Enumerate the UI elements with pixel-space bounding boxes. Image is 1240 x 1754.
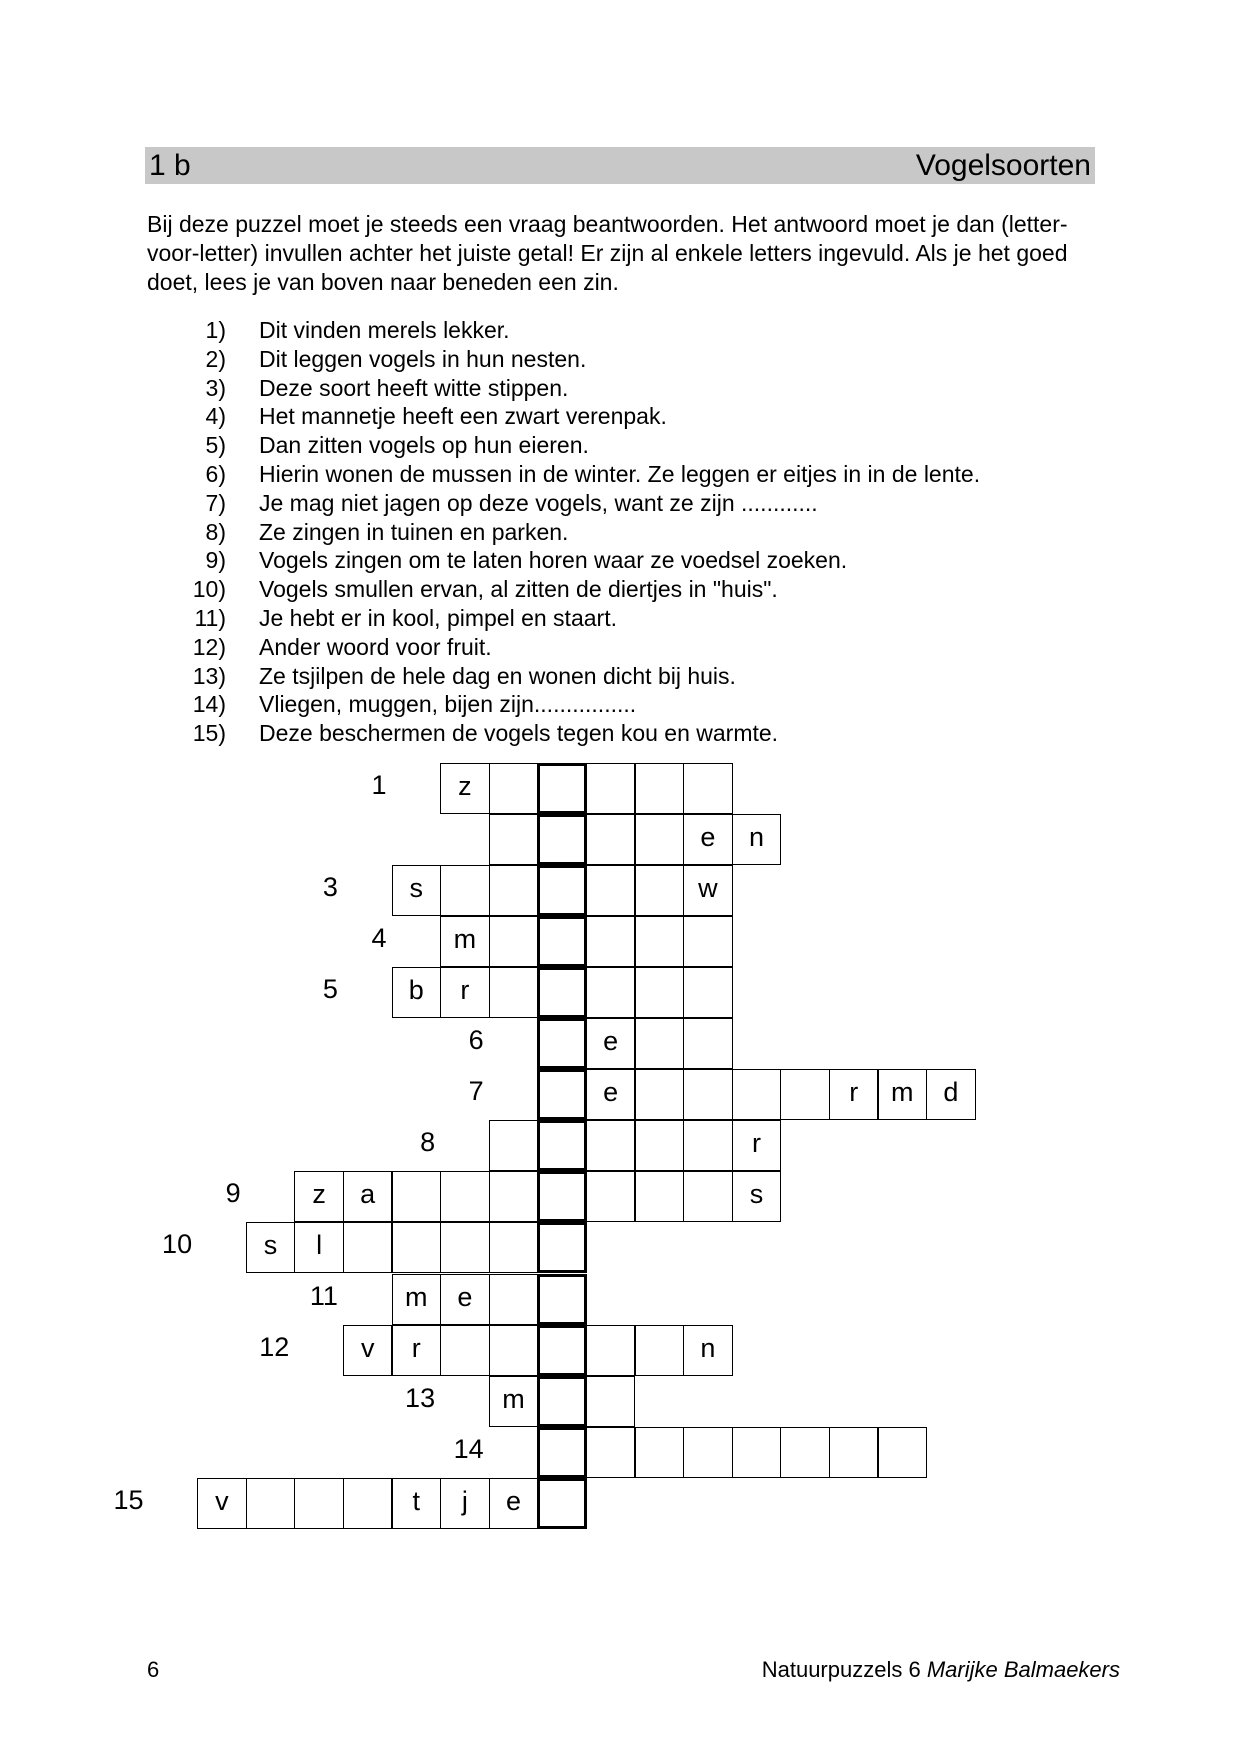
grid-cell[interactable]: n bbox=[732, 814, 782, 865]
grid-cell[interactable]: e bbox=[586, 1018, 636, 1069]
clue-text: Deze soort heeft witte stippen. bbox=[259, 374, 569, 401]
key-column-cell[interactable] bbox=[537, 1478, 587, 1529]
grid-cell[interactable] bbox=[586, 865, 636, 916]
grid-cell[interactable] bbox=[489, 1274, 539, 1325]
grid-cell[interactable]: e bbox=[489, 1478, 539, 1529]
grid-cell[interactable] bbox=[489, 1171, 539, 1222]
grid-cell[interactable] bbox=[683, 1171, 733, 1222]
grid-cell[interactable]: s bbox=[732, 1171, 782, 1222]
grid-cell[interactable]: s bbox=[392, 865, 442, 916]
grid-cell[interactable] bbox=[343, 1222, 393, 1273]
grid-cell[interactable] bbox=[586, 1325, 636, 1376]
row-number: 3 bbox=[322, 872, 338, 903]
key-column-cell[interactable] bbox=[537, 1274, 587, 1325]
grid-cell[interactable]: e bbox=[440, 1274, 490, 1325]
clue-number: 4) bbox=[205, 403, 226, 430]
grid-cell[interactable] bbox=[392, 1222, 442, 1273]
grid-cell[interactable] bbox=[635, 814, 685, 865]
key-column-cell[interactable] bbox=[537, 1376, 587, 1427]
clue-number: 13) bbox=[192, 662, 226, 689]
grid-cell[interactable] bbox=[586, 967, 636, 1018]
clue-text: Ze tsjilpen de hele dag en wonen dicht bij huis. bbox=[259, 662, 736, 689]
page-number: 6 bbox=[147, 1657, 160, 1682]
grid-cell[interactable]: r bbox=[732, 1120, 782, 1171]
section-title: Vogelsoorten bbox=[915, 149, 1091, 182]
grid-cell[interactable]: r bbox=[829, 1069, 879, 1120]
key-column-cell[interactable] bbox=[537, 1427, 587, 1478]
grid-cell[interactable]: m bbox=[440, 916, 490, 967]
grid-cell[interactable]: v bbox=[197, 1478, 247, 1529]
clue-text: Vliegen, muggen, bijen zijn................ bbox=[259, 691, 637, 718]
grid-cell[interactable] bbox=[635, 865, 685, 916]
clue-text: Vogels smullen ervan, al zitten de diertjes in "huis". bbox=[259, 576, 778, 603]
row-number: 15 bbox=[113, 1484, 144, 1515]
grid-cell[interactable]: t bbox=[392, 1478, 442, 1529]
key-column-cell[interactable] bbox=[537, 916, 587, 967]
grid-cell[interactable]: j bbox=[440, 1478, 490, 1529]
clue-text: Je hebt er in kool, pimpel en staart. bbox=[259, 604, 617, 631]
key-column-cell[interactable] bbox=[537, 1222, 587, 1273]
grid-cell[interactable] bbox=[635, 967, 685, 1018]
clue-number: 11) bbox=[194, 604, 226, 631]
row-number: 6 bbox=[468, 1025, 484, 1056]
grid-cell[interactable] bbox=[732, 1427, 782, 1478]
grid-cell[interactable] bbox=[489, 814, 539, 865]
grid-cell[interactable]: v bbox=[343, 1325, 393, 1376]
grid-cell[interactable] bbox=[878, 1427, 928, 1478]
grid-cell[interactable] bbox=[489, 1325, 539, 1376]
row-number: 8 bbox=[420, 1127, 436, 1158]
grid-cell[interactable] bbox=[635, 1171, 685, 1222]
clue-text: Dit vinden merels lekker. bbox=[259, 317, 510, 343]
grid-cell[interactable] bbox=[489, 1222, 539, 1273]
grid-cell[interactable] bbox=[489, 916, 539, 967]
grid-cell[interactable] bbox=[829, 1427, 879, 1478]
key-column-cell[interactable] bbox=[537, 814, 587, 865]
grid-cell[interactable] bbox=[440, 1222, 490, 1273]
grid-cell[interactable] bbox=[586, 763, 636, 814]
grid-cell[interactable]: a bbox=[343, 1171, 393, 1222]
grid-cell[interactable] bbox=[780, 1427, 830, 1478]
grid-cell[interactable] bbox=[635, 1427, 685, 1478]
grid-cell[interactable] bbox=[246, 1478, 296, 1529]
clue-text: Deze beschermen de vogels tegen kou en warmte. bbox=[259, 720, 779, 747]
footer-credit bbox=[762, 1656, 1120, 1684]
grid-cell[interactable]: s bbox=[246, 1222, 296, 1273]
clue-text: Dit leggen vogels in hun nesten. bbox=[259, 345, 587, 372]
key-column-cell[interactable] bbox=[537, 865, 587, 916]
grid-cell[interactable]: e bbox=[586, 1069, 636, 1120]
grid-cell[interactable] bbox=[683, 1427, 733, 1478]
grid-cell[interactable] bbox=[683, 916, 733, 967]
clue-number: 5) bbox=[205, 432, 226, 459]
author-name: Marijke Balmaekers bbox=[926, 1657, 1120, 1682]
grid-cell[interactable] bbox=[635, 1325, 685, 1376]
clue-number: 1) bbox=[205, 317, 226, 343]
grid-cell[interactable] bbox=[294, 1478, 344, 1529]
grid-cell[interactable]: l bbox=[294, 1222, 344, 1273]
grid-cell[interactable] bbox=[343, 1478, 393, 1529]
grid-cell[interactable]: n bbox=[683, 1325, 733, 1376]
row-number: 13 bbox=[405, 1382, 436, 1413]
grid-cell[interactable] bbox=[586, 1427, 636, 1478]
grid-cell[interactable]: r bbox=[392, 1325, 442, 1376]
row-number: 10 bbox=[162, 1229, 193, 1260]
clue-number: 10) bbox=[192, 576, 226, 603]
row-number: 11 bbox=[309, 1280, 338, 1311]
grid-cell[interactable] bbox=[683, 1069, 733, 1120]
clue-number: 9) bbox=[205, 547, 226, 574]
grid-cell[interactable] bbox=[635, 763, 685, 814]
grid-cell[interactable]: m bbox=[392, 1274, 442, 1325]
grid-cell[interactable]: d bbox=[926, 1069, 976, 1120]
key-column-cell[interactable] bbox=[537, 1325, 587, 1376]
grid-cell[interactable] bbox=[489, 1120, 539, 1171]
grid-cell[interactable] bbox=[440, 865, 490, 916]
grid-cell[interactable]: b bbox=[392, 967, 442, 1018]
clue-text: Vogels zingen om te laten horen waar ze voedsel zoeken. bbox=[259, 547, 848, 574]
clue-number: 12) bbox=[192, 633, 226, 660]
clue-text: Hierin wonen de mussen in de winter. Ze leggen er eitjes in in de lente. bbox=[259, 460, 981, 487]
grid-cell[interactable]: w bbox=[683, 865, 733, 916]
row-number: 12 bbox=[259, 1331, 290, 1362]
grid-cell[interactable] bbox=[586, 1376, 636, 1427]
grid-cell[interactable]: e bbox=[683, 814, 733, 865]
clue-number: 2) bbox=[205, 345, 226, 372]
book-title: Natuurpuzzels 6 bbox=[761, 1657, 921, 1682]
grid-cell[interactable]: m bbox=[489, 1376, 539, 1427]
instructions: Bij deze puzzel moet je steeds een vraag beantwoorden. Het antwoord moet je dan (letter-voor-letter) invullen achter het juiste getal! Er zijn al enkele letters ingevuld. Als je het goed doet, lees je van boven naar beneden een zin. bbox=[147, 211, 1068, 295]
clue-text: Dan zitten vogels op hun eieren. bbox=[259, 432, 589, 459]
row-number: 14 bbox=[453, 1433, 484, 1464]
clue-number: 3) bbox=[205, 374, 226, 401]
grid-cell[interactable]: r bbox=[440, 967, 490, 1018]
row-number: 1 bbox=[371, 770, 387, 800]
key-column-cell[interactable] bbox=[537, 967, 587, 1018]
key-column-cell[interactable] bbox=[537, 1069, 587, 1120]
key-column-cell[interactable] bbox=[537, 1018, 587, 1069]
clue-text: Ander woord voor fruit. bbox=[259, 633, 492, 660]
grid-cell[interactable]: z bbox=[440, 763, 490, 814]
grid-cell[interactable] bbox=[440, 1325, 490, 1376]
grid-cell[interactable] bbox=[489, 967, 539, 1018]
grid-cell[interactable] bbox=[586, 814, 636, 865]
grid-cell[interactable]: z bbox=[294, 1171, 344, 1222]
section-code: 1 b bbox=[149, 149, 191, 182]
clue-text: Het mannetje heeft een zwart verenpak. bbox=[259, 403, 667, 430]
clue-number: 6) bbox=[205, 460, 226, 487]
grid-cell[interactable] bbox=[683, 1018, 733, 1069]
key-column-cell[interactable] bbox=[537, 1171, 587, 1222]
grid-cell[interactable] bbox=[440, 1171, 490, 1222]
grid-cell[interactable] bbox=[683, 967, 733, 1018]
grid-cell[interactable] bbox=[780, 1069, 830, 1120]
clue-text: Ze zingen in tuinen en parken. bbox=[259, 518, 569, 545]
clue-number: 7) bbox=[205, 489, 226, 516]
key-column-cell[interactable] bbox=[537, 1120, 587, 1171]
grid-cell[interactable] bbox=[683, 1120, 733, 1171]
row-number: 5 bbox=[322, 974, 338, 1005]
row-number: 9 bbox=[225, 1178, 241, 1209]
grid-cell[interactable] bbox=[586, 916, 636, 967]
clue-number: 14) bbox=[192, 691, 226, 718]
grid-cell[interactable]: m bbox=[878, 1069, 928, 1120]
grid-cell[interactable] bbox=[683, 763, 733, 814]
grid-cell[interactable] bbox=[732, 1069, 782, 1120]
grid-cell[interactable] bbox=[635, 1018, 685, 1069]
row-number: 7 bbox=[468, 1076, 484, 1107]
clue-number: 8) bbox=[205, 518, 226, 545]
grid-cell[interactable] bbox=[586, 1120, 636, 1171]
grid-cell[interactable] bbox=[489, 763, 539, 814]
row-number: 4 bbox=[371, 923, 387, 954]
key-column-cell[interactable] bbox=[537, 763, 587, 814]
grid-cell[interactable] bbox=[635, 916, 685, 967]
grid-cell[interactable] bbox=[392, 1171, 442, 1222]
clue-number: 15) bbox=[192, 720, 226, 747]
grid-cell[interactable] bbox=[489, 865, 539, 916]
clue-text: Je mag niet jagen op deze vogels, want ze zijn ............ bbox=[259, 489, 818, 516]
grid-cell[interactable] bbox=[635, 1069, 685, 1120]
grid-cell[interactable] bbox=[586, 1171, 636, 1222]
grid-cell[interactable] bbox=[635, 1120, 685, 1171]
